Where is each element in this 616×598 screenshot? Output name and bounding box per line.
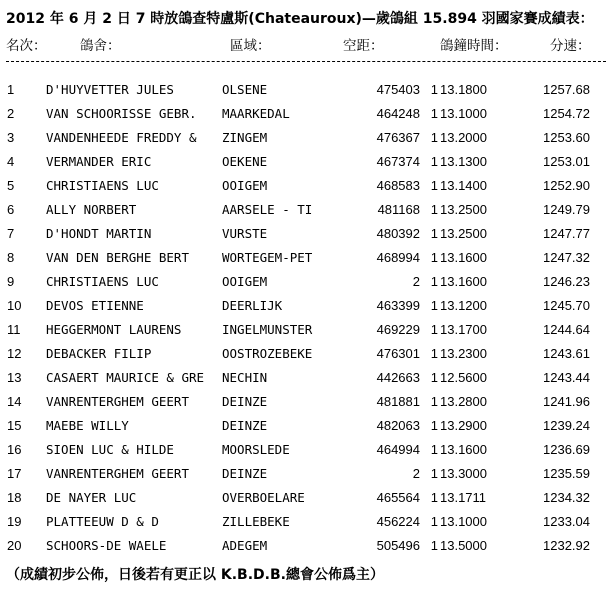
- clock-time-cell: 13.3000: [440, 466, 487, 481]
- distance-cell: 464248: [376, 106, 420, 121]
- rank-cell: 16: [7, 442, 22, 457]
- area-cell: DEINZE: [222, 466, 268, 481]
- speed-cell: 1235.59: [543, 466, 590, 481]
- table-row: [0, 176, 616, 200]
- table-row: [0, 224, 616, 248]
- count-cell: 1: [430, 298, 438, 313]
- loft-name-cell: SIOEN LUC & HILDE: [46, 442, 174, 457]
- rank-cell: 1: [7, 82, 15, 97]
- loft-name-cell: SCHOORS-DE WAELE: [46, 538, 167, 553]
- clock-time-cell: 13.1600: [440, 250, 487, 265]
- clock-time-cell: 13.1800: [440, 82, 487, 97]
- clock-time-cell: 13.1000: [440, 106, 487, 121]
- distance-cell: 476301: [376, 346, 420, 361]
- loft-name-cell: VANRENTERGHEM GEERT: [46, 394, 189, 409]
- rank-cell: 2: [7, 106, 15, 121]
- distance-cell: 482063: [376, 418, 420, 433]
- rank-cell: 8: [7, 250, 15, 265]
- count-cell: 1: [430, 490, 438, 505]
- distance-cell: 442663: [376, 370, 420, 385]
- header-rank: 名次：: [6, 38, 47, 54]
- speed-cell: 1244.64: [543, 322, 590, 337]
- distance-cell: 463399: [376, 298, 420, 313]
- distance-cell: 475403: [376, 82, 420, 97]
- speed-cell: 1253.60: [543, 130, 590, 145]
- rank-cell: 19: [7, 514, 22, 529]
- table-row: [0, 536, 616, 560]
- header-divider: [6, 61, 606, 62]
- header-area: 區域：: [230, 38, 271, 54]
- area-cell: MOORSLEDE: [222, 442, 290, 457]
- clock-time-cell: 13.1000: [440, 514, 487, 529]
- speed-cell: 1249.79: [543, 202, 590, 217]
- area-cell: WORTEGEM-PET: [222, 250, 313, 265]
- table-row: [0, 128, 616, 152]
- table-row: [0, 272, 616, 296]
- area-cell: OOIGEM: [222, 178, 268, 193]
- rank-cell: 6: [7, 202, 15, 217]
- area-cell: OVERBOELARE: [222, 490, 305, 505]
- count-cell: 1: [430, 466, 438, 481]
- footer-note: （成績初步公佈，日後若有更正以 K.B.D.B.總會公佈爲主）: [6, 567, 384, 583]
- speed-cell: 1247.77: [543, 226, 590, 241]
- loft-name-cell: DEBACKER FILIP: [46, 346, 152, 361]
- table-row: [0, 488, 616, 512]
- rank-cell: 17: [7, 466, 22, 481]
- area-cell: DEERLIJK: [222, 298, 283, 313]
- table-row: [0, 104, 616, 128]
- table-row: [0, 464, 616, 488]
- loft-name-cell: CHRISTIAENS LUC: [46, 178, 159, 193]
- table-row: [0, 248, 616, 272]
- loft-name-cell: VANDENHEEDE FREDDY &: [46, 130, 197, 145]
- speed-cell: 1236.69: [543, 442, 590, 457]
- area-cell: ADEGEM: [222, 538, 268, 553]
- speed-cell: 1252.90: [543, 178, 590, 193]
- distance-cell: 468994: [376, 250, 420, 265]
- count-cell: 1: [430, 154, 438, 169]
- distance-cell: 2: [412, 466, 420, 481]
- count-cell: 1: [430, 106, 438, 121]
- rank-cell: 18: [7, 490, 22, 505]
- area-cell: ZILLEBEKE: [222, 514, 290, 529]
- rank-cell: 3: [7, 130, 15, 145]
- distance-cell: 456224: [376, 514, 420, 529]
- distance-cell: 464994: [376, 442, 420, 457]
- clock-time-cell: 13.1300: [440, 154, 487, 169]
- clock-time-cell: 13.1200: [440, 298, 487, 313]
- loft-name-cell: D'HONDT MARTIN: [46, 226, 152, 241]
- area-cell: DEINZE: [222, 418, 268, 433]
- rank-cell: 11: [7, 322, 21, 337]
- loft-name-cell: DE NAYER LUC: [46, 490, 137, 505]
- distance-cell: 465564: [376, 490, 420, 505]
- table-row: [0, 152, 616, 176]
- results-table: [0, 80, 616, 560]
- area-cell: OOIGEM: [222, 274, 268, 289]
- rank-cell: 5: [7, 178, 15, 193]
- clock-time-cell: 13.1700: [440, 322, 487, 337]
- area-cell: OLSENE: [222, 82, 268, 97]
- speed-cell: 1246.23: [543, 274, 590, 289]
- loft-name-cell: CHRISTIAENS LUC: [46, 274, 159, 289]
- clock-time-cell: 13.2500: [440, 202, 487, 217]
- clock-time-cell: 12.5600: [440, 370, 487, 385]
- clock-time-cell: 13.1600: [440, 274, 487, 289]
- rank-cell: 20: [7, 538, 22, 553]
- loft-name-cell: VERMANDER ERIC: [46, 154, 152, 169]
- clock-time-cell: 13.2300: [440, 346, 487, 361]
- clock-time-cell: 13.2800: [440, 394, 487, 409]
- table-row: [0, 368, 616, 392]
- rank-cell: 12: [7, 346, 22, 361]
- table-row: [0, 392, 616, 416]
- speed-cell: 1243.44: [543, 370, 590, 385]
- clock-time-cell: 13.2500: [440, 226, 487, 241]
- loft-name-cell: PLATTEEUW D & D: [46, 514, 159, 529]
- table-row: [0, 296, 616, 320]
- rank-cell: 13: [7, 370, 22, 385]
- distance-cell: 467374: [376, 154, 420, 169]
- area-cell: MAARKEDAL: [222, 106, 290, 121]
- table-row: [0, 512, 616, 536]
- loft-name-cell: VAN DEN BERGHE BERT: [46, 250, 189, 265]
- loft-name-cell: CASAERT MAURICE & GRE: [46, 370, 205, 385]
- loft-name-cell: D'HUYVETTER JULES: [46, 82, 174, 97]
- table-row: [0, 80, 616, 104]
- header-speed: 分速：: [550, 38, 591, 54]
- loft-name-cell: MAEBE WILLY: [46, 418, 129, 433]
- count-cell: 1: [430, 178, 438, 193]
- count-cell: 1: [430, 226, 438, 241]
- area-cell: DEINZE: [222, 394, 268, 409]
- area-cell: ZINGEM: [222, 130, 268, 145]
- distance-cell: 476367: [376, 130, 420, 145]
- loft-name-cell: VAN SCHOORISSE GEBR.: [46, 106, 197, 121]
- speed-cell: 1243.61: [543, 346, 590, 361]
- header-loft: 鴿舍：: [80, 38, 121, 54]
- count-cell: 1: [430, 274, 438, 289]
- area-cell: VURSTE: [222, 226, 268, 241]
- count-cell: 1: [430, 250, 438, 265]
- table-row: [0, 416, 616, 440]
- count-cell: 1: [430, 538, 438, 553]
- speed-cell: 1254.72: [543, 106, 590, 121]
- speed-cell: 1232.92: [543, 538, 590, 553]
- count-cell: 1: [430, 130, 438, 145]
- table-row: [0, 344, 616, 368]
- area-cell: INGELMUNSTER: [222, 322, 313, 337]
- count-cell: 1: [430, 322, 438, 337]
- area-cell: OEKENE: [222, 154, 268, 169]
- header-clock-time: 鴿鐘時間：: [440, 38, 508, 54]
- count-cell: 1: [430, 394, 438, 409]
- distance-cell: 469229: [376, 322, 420, 337]
- distance-cell: 468583: [376, 178, 420, 193]
- speed-cell: 1257.68: [543, 82, 590, 97]
- speed-cell: 1241.96: [543, 394, 590, 409]
- speed-cell: 1239.24: [543, 418, 590, 433]
- clock-time-cell: 13.2000: [440, 130, 487, 145]
- header-distance: 空距：: [343, 38, 384, 54]
- rank-cell: 10: [7, 298, 22, 313]
- clock-time-cell: 13.5000: [440, 538, 487, 553]
- loft-name-cell: HEGGERMONT LAURENS: [46, 322, 182, 337]
- count-cell: 1: [430, 82, 438, 97]
- area-cell: OOSTROZEBEKE: [222, 346, 313, 361]
- table-row: [0, 320, 616, 344]
- rank-cell: 14: [7, 394, 22, 409]
- speed-cell: 1234.32: [543, 490, 590, 505]
- loft-name-cell: VANRENTERGHEM GEERT: [46, 466, 189, 481]
- clock-time-cell: 13.2900: [440, 418, 487, 433]
- distance-cell: 481881: [376, 394, 420, 409]
- count-cell: 1: [430, 514, 438, 529]
- count-cell: 1: [430, 418, 438, 433]
- count-cell: 1: [430, 370, 438, 385]
- speed-cell: 1245.70: [543, 298, 590, 313]
- clock-time-cell: 13.1600: [440, 442, 487, 457]
- distance-cell: 2: [412, 274, 420, 289]
- speed-cell: 1253.01: [543, 154, 590, 169]
- rank-cell: 9: [7, 274, 15, 289]
- distance-cell: 480392: [376, 226, 420, 241]
- rank-cell: 15: [7, 418, 22, 433]
- clock-time-cell: 13.1711: [440, 490, 487, 505]
- loft-name-cell: DEVOS ETIENNE: [46, 298, 144, 313]
- count-cell: 1: [430, 442, 438, 457]
- table-row: [0, 200, 616, 224]
- page-title: 2012 年 6 月 2 日 7 時放鴿查特盧斯(Chateauroux)—歲鴿組 15.894 羽國家賽成績表：: [6, 11, 594, 27]
- rank-cell: 7: [7, 226, 15, 241]
- speed-cell: 1247.32: [543, 250, 590, 265]
- distance-cell: 505496: [376, 538, 420, 553]
- count-cell: 1: [430, 202, 438, 217]
- loft-name-cell: ALLY NORBERT: [46, 202, 137, 217]
- area-cell: NECHIN: [222, 370, 268, 385]
- rank-cell: 4: [7, 154, 15, 169]
- count-cell: 1: [430, 346, 438, 361]
- speed-cell: 1233.04: [543, 514, 590, 529]
- area-cell: AARSELE - TI: [222, 202, 313, 217]
- clock-time-cell: 13.1400: [440, 178, 487, 193]
- distance-cell: 481168: [377, 202, 420, 217]
- table-row: [0, 440, 616, 464]
